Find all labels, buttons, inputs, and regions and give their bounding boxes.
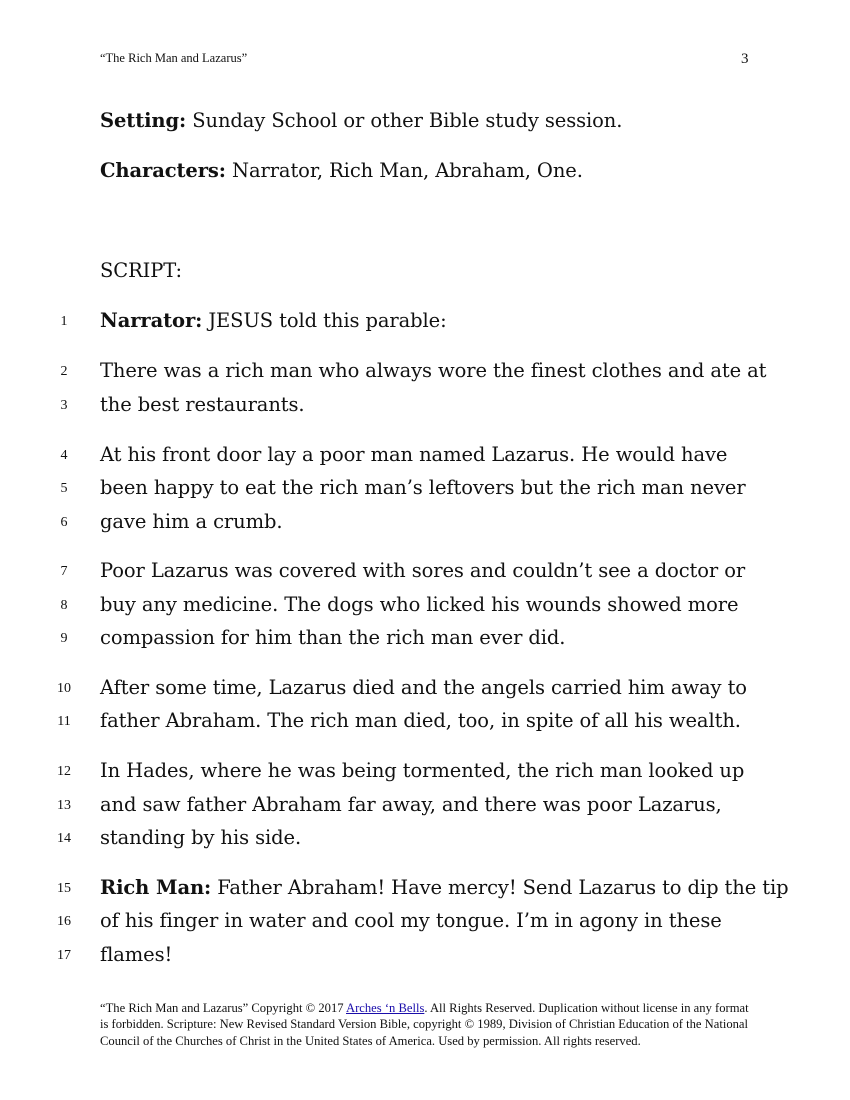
script-line-text: of his finger in water and cool my tongue. I’m in agony in these	[100, 909, 722, 932]
script-line-text: Poor Lazarus was covered with sores and couldn’t see a doctor or	[100, 559, 746, 582]
script-line	[100, 510, 800, 533]
script-line-text: and saw father Abraham far away, and there was poor Lazarus,	[100, 793, 722, 816]
script-line	[100, 676, 800, 699]
line-number: 17	[57, 948, 71, 963]
line-number: 3	[60, 398, 68, 413]
line-number: 13	[57, 798, 71, 813]
characters-line	[100, 159, 790, 182]
script-line-text: buy any medicine. The dogs who licked his wounds showed more	[100, 593, 739, 616]
line-number: 11	[57, 714, 71, 729]
script-line	[100, 909, 800, 932]
script-line-text: At his front door lay a poor man named Lazarus. He would have	[100, 443, 728, 466]
script-line	[100, 876, 800, 899]
script-line	[100, 359, 800, 382]
line-number: 4	[60, 448, 68, 463]
script-line-text: compassion for him than the rich man ever did.	[100, 626, 566, 649]
script-line-text: gave him a crumb.	[100, 510, 283, 533]
script-line	[100, 759, 800, 782]
running-header-title: “The Rich Man and Lazarus”	[100, 51, 248, 65]
copyright-footer	[100, 1000, 760, 1049]
line-number: 6	[60, 515, 68, 530]
arches-n-bells-link[interactable]: Arches ‘n Bells	[346, 1001, 425, 1015]
line-number: 12	[57, 764, 71, 779]
speaker-label: Rich Man:	[100, 876, 212, 899]
setting-text: Sunday School or other Bible study session.	[186, 109, 623, 132]
script-line	[100, 626, 800, 649]
script-line	[100, 393, 800, 416]
script-line	[100, 593, 800, 616]
script-line-text: the best restaurants.	[100, 393, 305, 416]
speaker-label: Narrator:	[100, 309, 203, 332]
script-line-text: There was a rich man who always wore the finest clothes and ate at	[100, 359, 767, 382]
script-line	[100, 826, 800, 849]
line-number: 1	[60, 314, 68, 329]
footer-text-end: . All Rights Reserved. Duplication without license in any format is forbidden. Scripture: New Revised Standard Version Bible, copyright © 1989, Division of Christian Education of the National Council of the Churches of Christ in the United States of America. Used by permission. All rights reserved.	[100, 1001, 749, 1048]
characters-label: Characters:	[100, 159, 226, 182]
setting-label: Setting:	[100, 109, 187, 132]
setting-line	[100, 109, 790, 132]
script-line-text: standing by his side.	[100, 826, 302, 849]
line-number: 5	[60, 481, 68, 496]
characters-text: Narrator, Rich Man, Abraham, One.	[225, 159, 583, 182]
script-line-text: JESUS told this parable:	[202, 309, 447, 332]
line-number: 7	[60, 564, 68, 579]
script-line-text: After some time, Lazarus died and the angels carried him away to	[100, 676, 747, 699]
script-line	[100, 476, 800, 499]
script-line	[100, 443, 800, 466]
line-number: 2	[60, 364, 68, 379]
line-number: 9	[60, 631, 68, 646]
line-number: 15	[57, 881, 71, 896]
script-line	[100, 709, 800, 732]
line-number: 16	[57, 914, 71, 929]
line-number: 10	[57, 681, 71, 696]
script-line-text: flames!	[100, 943, 173, 966]
script-line-text: Father Abraham! Have mercy! Send Lazarus to dip the tip	[211, 876, 789, 899]
script-line	[100, 943, 800, 966]
line-number: 14	[57, 831, 71, 846]
page-number: 3	[741, 51, 749, 67]
line-number: 8	[60, 598, 68, 613]
script-heading: SCRIPT:	[100, 259, 182, 282]
script-line-text: been happy to eat the rich man’s leftovers but the rich man never	[100, 476, 746, 499]
footer-text-start: “The Rich Man and Lazarus” Copyright © 2017	[100, 1001, 346, 1015]
script-line	[100, 793, 800, 816]
script-line	[100, 559, 800, 582]
script-line-text: father Abraham. The rich man died, too, in spite of all his wealth.	[100, 709, 741, 732]
script-line-text: In Hades, where he was being tormented, the rich man looked up	[100, 759, 745, 782]
script-line	[100, 309, 800, 332]
